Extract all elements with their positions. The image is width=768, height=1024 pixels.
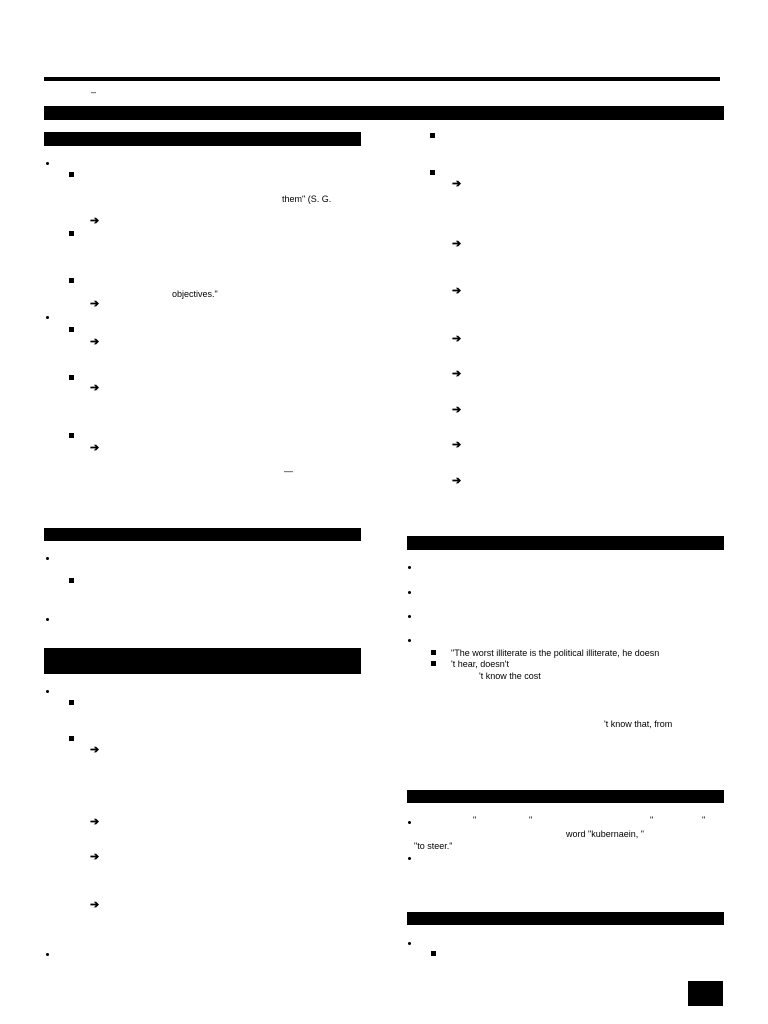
bullet-dot [408,591,411,594]
section-header-left-1 [44,132,361,146]
section-header-left-2 [44,528,361,541]
bullet-square [431,951,436,956]
arrow-icon: ➔ [90,442,100,454]
bullet-square [431,661,436,666]
quote-line: 't know the cost [479,671,541,681]
arrow-icon: ➔ [90,851,100,863]
bullet-dot [408,942,411,945]
section-header-right-3 [407,912,724,925]
arrow-icon: ➔ [452,404,462,416]
bullet-dot [46,162,49,165]
section-header-right-2 [407,790,724,803]
bullet-dot [46,953,49,956]
text-fragment: — [284,466,293,476]
bullet-square [69,700,74,705]
arrow-icon: ➔ [90,816,100,828]
bullet-square [69,231,74,236]
arrow-icon: ➔ [90,298,100,310]
bullet-dot [408,821,411,824]
quote-mark: " [702,815,706,825]
bullet-dot [46,316,49,319]
bullet-dot [408,566,411,569]
bullet-square [69,375,74,380]
bullet-square [69,172,74,177]
bullet-square [430,170,435,175]
text-fragment: them" (S. G. [282,194,332,204]
page-number-box [688,981,723,1006]
bullet-dot [46,557,49,560]
bullet-dot [408,615,411,618]
arrow-icon: ➔ [90,744,100,756]
section-header-right-1 [407,536,724,550]
arrow-icon: ➔ [452,178,462,190]
bullet-square [431,650,436,655]
top-rule [44,77,720,81]
arrow-icon: ➔ [90,382,100,394]
bullet-dot [46,618,49,621]
quote-mark: " [473,815,477,825]
bullet-dot [408,639,411,642]
quote-line: 't know that, from [604,719,673,729]
section-header-left-3 [44,648,361,674]
text-fragment: word "kubernaein, " [566,829,644,839]
header-dash: – [91,87,97,97]
text-fragment: "to steer." [414,841,453,851]
bullet-dot [46,690,49,693]
quote-line: "The worst illiterate is the political illiterate, he doesn [451,648,660,658]
arrow-icon: ➔ [452,475,462,487]
quote-line: 't hear, doesn't [451,659,509,669]
quote-mark: " [529,815,533,825]
bullet-square [69,433,74,438]
bullet-square [430,133,435,138]
bullet-square [69,278,74,283]
arrow-icon: ➔ [452,439,462,451]
arrow-icon: ➔ [452,333,462,345]
quote-mark: " [650,815,654,825]
arrow-icon: ➔ [452,368,462,380]
bullet-square [69,736,74,741]
arrow-icon: ➔ [90,215,100,227]
text-fragment: objectives." [172,289,218,299]
arrow-icon: ➔ [452,285,462,297]
bullet-square [69,327,74,332]
bullet-square [69,578,74,583]
arrow-icon: ➔ [90,336,100,348]
arrow-icon: ➔ [90,899,100,911]
title-bar [44,106,724,120]
bullet-dot [408,857,411,860]
arrow-icon: ➔ [452,238,462,250]
